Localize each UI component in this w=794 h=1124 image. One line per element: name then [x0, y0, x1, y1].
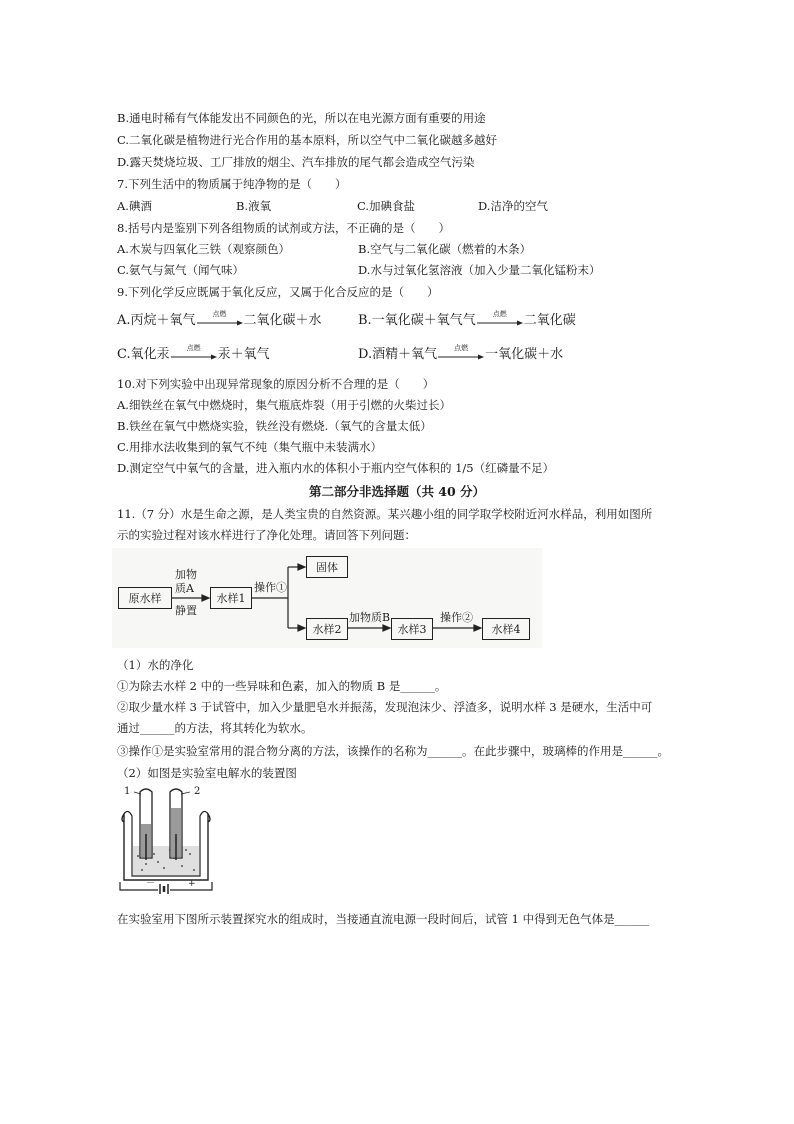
q9-option-a — [117, 312, 322, 330]
q8-option-d: D.水与过氧化氢溶液（加入少量二氧化锰粉末） — [358, 263, 601, 277]
reaction-arrow — [477, 312, 523, 330]
q9a-prefix: A. — [117, 313, 131, 328]
q10-option-c: C.用排水法收集到的氧气不纯（集气瓶中未装满水） — [117, 440, 383, 454]
s1-question-2-line2: 通过______的方法，将其转化为软水。 — [117, 721, 313, 735]
q7-option-a: A.碘酒 — [117, 199, 152, 213]
q11-intro-line2: 示的实验过程对该水样进行了净化处理。请回答下列问题： — [117, 528, 416, 542]
section2-title: 第二部分非选择题（共 40 分） — [308, 484, 486, 499]
q9c-reactants: 氧化汞 — [130, 347, 170, 362]
positive-terminal-label: + — [188, 879, 196, 889]
q8-option-c: C.氨气与氮气（闻气味） — [117, 263, 245, 277]
q8-option-b: B.空气与二氧化碳（燃着的木条） — [358, 242, 532, 256]
q7-option-d: D.洁净的空气 — [478, 199, 548, 213]
final-question-line: 在实验室用下图所示装置探究水的组成时，当接通直流电源一段时间后，试管 1 中得到无色气体是______ — [117, 912, 650, 926]
q9-option-c — [117, 346, 270, 364]
q10-option-a: A.细铁丝在氧气中燃烧时，集气瓶底炸裂（用于引燃的火柴过长） — [117, 398, 451, 412]
s1-question-2-line1: ②取少量水样 3 于试管中，加入少量肥皂水并振荡，发现泡沫少、浮渣多，说明水样 3 是硬水，生活中可 — [117, 700, 653, 714]
flow-reagent-b: 加物质B — [349, 611, 391, 624]
q10-option-b: B.铁丝在氧气中燃烧实验，铁丝没有燃烧.（氧气的含量太低） — [117, 419, 432, 433]
flow-reagent-a-line2: 质A — [175, 582, 194, 595]
tube-2-label: 2 — [194, 786, 201, 797]
reaction-arrow — [197, 312, 243, 330]
arrow-icon — [171, 354, 217, 360]
q8-stem: 8.括号内是鉴别下列各组物质的试剂或方法，不正确的是（ ） — [117, 221, 450, 235]
reaction-condition: 点燃 — [186, 344, 201, 352]
flow-solid: 固体 — [306, 556, 348, 578]
flow-sample-4: 水样4 — [482, 618, 530, 640]
flow-sample-2: 水样2 — [306, 618, 348, 640]
q9a-reactants: 丙烷＋氧气 — [130, 313, 196, 328]
flow-raw-sample: 原水样 — [118, 587, 172, 609]
q9-option-b — [358, 312, 576, 330]
flow-operation-2: 操作② — [440, 611, 473, 624]
reaction-arrow — [438, 346, 484, 364]
q6-option-b: B.通电时稀有气体能发出不同颜色的光，所以在电光源方面有重要的用途 — [117, 111, 486, 125]
sub2-heading: （2）如图是实验室电解水的装置图 — [117, 766, 297, 780]
q7-option-c: C.加碘食盐 — [357, 199, 416, 213]
q9a-products: 二氧化碳＋水 — [243, 313, 322, 328]
flow-reagent-a-line1: 加物 — [175, 568, 197, 581]
arrow-icon — [438, 354, 484, 360]
q9b-prefix: B. — [358, 313, 372, 328]
q11-intro-line1: 11.（7 分）水是生命之源，是人类宝贵的自然资源。某兴趣小组的同学取学校附近河水样品，利用如图所 — [117, 507, 653, 521]
sub1-heading: （1）水的净化 — [117, 658, 194, 672]
q9b-reactants: 一氧化碳＋氧气气 — [371, 313, 476, 328]
q7-stem: 7.下列生活中的物质属于纯净物的是（ ） — [117, 177, 347, 191]
q7-option-b: B.液氧 — [236, 199, 272, 213]
q9d-reactants: 酒精＋氧气 — [372, 347, 438, 362]
flow-sample-3: 水样3 — [391, 618, 433, 640]
q6-option-c: C.二氧化碳是植物进行光合作用的基本原料，所以空气中二氧化碳越多越好 — [117, 133, 498, 147]
q10-stem: 10.对下列实验中出现异常现象的原因分析不合理的是（ ） — [117, 377, 435, 391]
electrolysis-apparatus — [118, 784, 214, 894]
reaction-condition: 点燃 — [212, 310, 227, 318]
arrow-icon — [197, 320, 243, 326]
tube-1-label: 1 — [124, 786, 131, 797]
q9b-products: 二氧化碳 — [523, 313, 576, 328]
q10-option-d: D.测定空气中氧气的含量，进入瓶内水的体积小于瓶内空气体积的 1/5（红磷量不足） — [117, 461, 555, 475]
flow-sample-1: 水样1 — [210, 587, 252, 609]
q9c-products: 汞＋氧气 — [217, 347, 270, 362]
reaction-arrow — [171, 346, 217, 364]
q9c-prefix: C. — [117, 347, 131, 362]
arrow-icon — [477, 320, 523, 326]
q9-stem: 9.下列化学反应既属于氧化反应，又属于化合反应的是（ ） — [117, 285, 439, 299]
purification-flow-diagram — [112, 548, 542, 648]
flow-operation-1: 操作① — [254, 581, 287, 594]
q9d-products: 一氧化碳＋水 — [485, 347, 564, 362]
q9-option-d — [358, 346, 563, 364]
q8-option-a: A.木炭与四氧化三铁（观察颜色） — [117, 242, 290, 256]
q9d-prefix: D. — [358, 347, 373, 362]
s1-question-1: ①为除去水样 2 中的一些异味和色素，加入的物质 B 是______。 — [117, 679, 447, 693]
negative-terminal-label: － — [146, 879, 156, 889]
s1-question-3: ③操作①是实验室常用的混合物分离的方法，该操作的名称为______。在此步骤中，玻璃棒的作用是______。 — [117, 744, 669, 758]
q6-option-d: D.露天焚烧垃圾、工厂排放的烟尘、汽车排放的尾气都会造成空气污染 — [117, 155, 475, 169]
electrolysis-drawing — [118, 784, 214, 894]
reaction-condition: 点燃 — [454, 344, 469, 352]
flow-settle-label: 静置 — [175, 604, 197, 617]
reaction-condition: 点燃 — [492, 310, 507, 318]
